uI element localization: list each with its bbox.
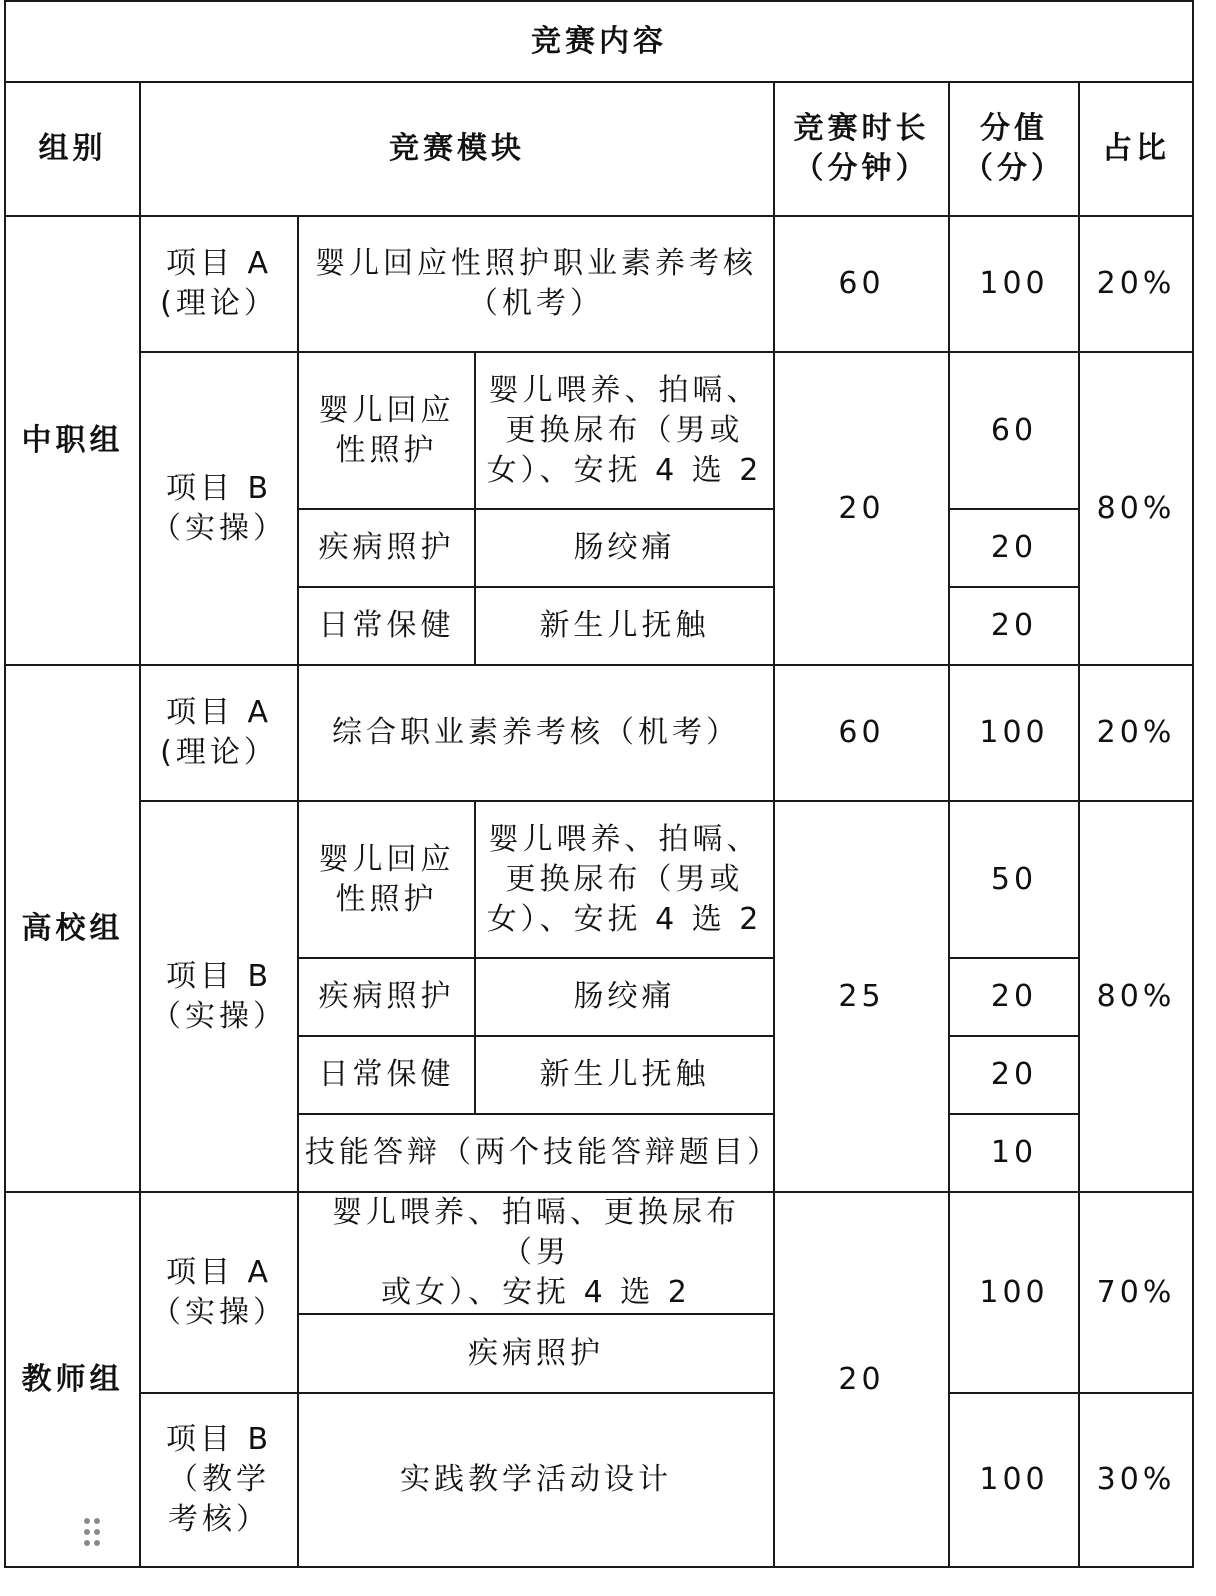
score-cell: 20 [949,1036,1079,1114]
score-cell: 100 [949,216,1079,352]
ratio-cell: 80% [1079,352,1193,665]
score-cell: 60 [949,352,1079,509]
table-row [5,1393,1193,1567]
header-score: 分值 （分） [949,82,1079,216]
table-row [5,352,1193,509]
group-cell: 高校组 [5,665,140,1192]
score-cell: 100 [949,665,1079,801]
score-cell: 50 [949,801,1079,958]
ratio-cell: 80% [1079,801,1193,1192]
module-cell: 疾病照护 [298,958,475,1036]
header-duration: 竞赛时长 （分钟） [774,82,949,216]
content-cell: 疾病照护 [298,1314,774,1393]
duration-cell: 20 [774,1192,949,1567]
score-cell: 20 [949,587,1079,665]
group-cell: 中职组 [5,216,140,665]
module-cell: 日常保健 [298,1036,475,1114]
table-row [5,216,1193,352]
score-cell: 100 [949,1393,1079,1567]
table-row [5,801,1193,958]
competition-content-table [4,0,1194,1568]
module-cell: 日常保健 [298,587,475,665]
project-cell: 项目 B （实操） [140,801,298,1192]
table-row [5,1192,1193,1314]
content-cell: 新生儿抚触 [475,587,774,665]
ratio-cell: 20% [1079,216,1193,352]
score-cell: 20 [949,958,1079,1036]
drag-handle-icon[interactable] [84,1518,100,1550]
module-cell: 婴儿回应 性照护 [298,801,475,958]
content-cell: 婴儿回应性照护职业素养考核 （机考） [298,216,774,352]
module-cell: 疾病照护 [298,509,475,587]
content-cell: 婴儿喂养、拍嗝、 更换尿布（男或 女）、安抚 4 选 2 [475,352,774,509]
project-cell: 项目 A （实操） [140,1192,298,1393]
duration-cell: 60 [774,216,949,352]
project-cell: 项目 B （教学 考核） [140,1393,298,1567]
header-ratio: 占比 [1079,82,1193,216]
content-cell: 综合职业素养考核（机考） [298,665,774,801]
table-title: 竞赛内容 [5,1,1193,82]
score-cell: 20 [949,509,1079,587]
project-cell: 项目 B （实操） [140,352,298,665]
header-module: 竞赛模块 [140,82,774,216]
content-cell: 婴儿喂养、拍嗝、更换尿布（男 或女）、安抚 4 选 2 [298,1192,774,1314]
ratio-cell: 20% [1079,665,1193,801]
score-cell: 10 [949,1114,1079,1192]
content-cell: 新生儿抚触 [475,1036,774,1114]
defense-content-cell: 技能答辩（两个技能答辩题目） [298,1114,774,1192]
score-cell: 100 [949,1192,1079,1393]
project-cell: 项目 A (理论） [140,665,298,801]
table-row [5,665,1193,801]
duration-cell: 60 [774,665,949,801]
content-cell: 婴儿喂养、拍嗝、 更换尿布（男或 女）、安抚 4 选 2 [475,801,774,958]
content-cell: 肠绞痛 [475,958,774,1036]
content-cell: 实践教学活动设计 [298,1393,774,1567]
ratio-cell: 70% [1079,1192,1193,1393]
module-cell: 婴儿回应 性照护 [298,352,475,509]
group-cell: 教师组 [5,1192,140,1567]
content-cell: 肠绞痛 [475,509,774,587]
duration-cell: 25 [774,801,949,1192]
ratio-cell: 30% [1079,1393,1193,1567]
project-cell: 项目 A (理论） [140,216,298,352]
duration-cell: 20 [774,352,949,665]
header-group: 组别 [5,82,140,216]
